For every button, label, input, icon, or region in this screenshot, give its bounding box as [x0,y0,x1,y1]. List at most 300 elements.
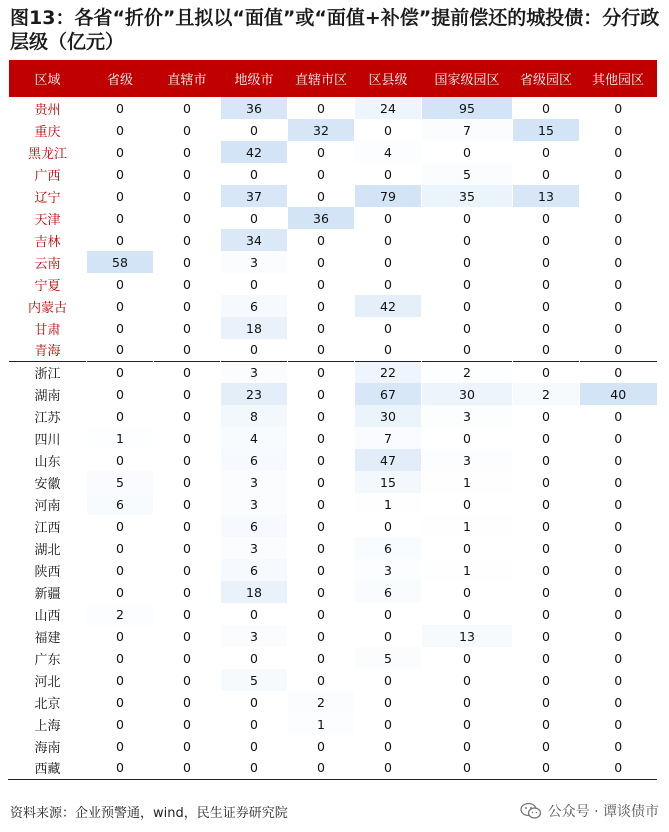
value-cell: 1 [355,493,422,515]
value-cell: 0 [87,141,154,163]
watermark [520,801,659,821]
value-cell: 3 [422,405,513,427]
value-cell: 0 [288,427,355,449]
value-cell: 0 [87,559,154,581]
value-cell: 13 [422,625,513,647]
value-cell: 0 [154,537,221,559]
value-cell: 0 [154,603,221,625]
value-cell: 0 [87,691,154,713]
table-row [9,603,657,625]
value-cell: 0 [87,735,154,757]
table-row [9,339,657,361]
value-cell: 0 [355,339,422,361]
value-cell: 0 [288,581,355,603]
value-cell: 0 [513,449,580,471]
value-cell: 0 [154,581,221,603]
value-cell: 0 [154,207,221,229]
value-cell: 0 [288,185,355,207]
value-cell: 22 [355,361,422,383]
region-cell: 重庆 [9,119,87,141]
value-cell: 0 [580,207,657,229]
value-cell: 0 [513,625,580,647]
value-cell: 5 [355,647,422,669]
value-cell: 0 [513,603,580,625]
value-cell: 0 [154,559,221,581]
value-cell: 1 [288,713,355,735]
value-cell: 0 [288,295,355,317]
table-row [9,735,657,757]
value-cell: 0 [87,119,154,141]
value-cell: 0 [422,603,513,625]
value-cell: 0 [221,647,288,669]
region-cell: 内蒙古 [9,295,87,317]
value-cell: 0 [513,273,580,295]
value-cell: 0 [422,493,513,515]
value-cell: 4 [355,141,422,163]
value-cell: 7 [355,427,422,449]
value-cell: 0 [422,647,513,669]
value-cell: 0 [288,515,355,537]
column-header-7: 省级园区 [519,73,572,88]
value-cell: 3 [221,625,288,647]
value-cell: 6 [221,559,288,581]
value-cell: 30 [422,383,513,405]
region-cell: 辽宁 [9,185,87,207]
value-cell: 0 [221,757,288,779]
value-cell: 0 [288,647,355,669]
value-cell: 0 [154,141,221,163]
value-cell: 40 [580,383,657,405]
value-cell: 0 [355,163,422,185]
table-row [9,691,657,713]
value-cell: 0 [221,207,288,229]
value-cell: 0 [87,581,154,603]
value-cell: 0 [513,251,580,273]
value-cell: 0 [422,339,513,361]
value-cell: 0 [580,735,657,757]
value-cell: 0 [580,119,657,141]
table-row [9,757,657,779]
value-cell: 0 [580,647,657,669]
data-table [8,60,657,780]
value-cell: 5 [422,163,513,185]
value-cell: 0 [422,757,513,779]
value-cell: 0 [355,691,422,713]
value-cell: 0 [580,361,657,383]
value-cell: 0 [288,229,355,251]
value-cell: 23 [221,383,288,405]
value-cell: 0 [355,207,422,229]
value-cell: 0 [288,361,355,383]
value-cell: 0 [355,625,422,647]
value-cell: 0 [154,339,221,361]
value-cell: 0 [154,625,221,647]
table-row [9,295,657,317]
value-cell: 0 [87,405,154,427]
region-cell: 贵州 [9,97,87,119]
region-cell: 湖北 [9,537,87,559]
value-cell: 18 [221,317,288,339]
table-row [9,97,657,119]
table-row [9,647,657,669]
value-cell: 0 [87,295,154,317]
region-cell: 四川 [9,427,87,449]
region-cell: 西藏 [9,757,87,779]
value-cell: 0 [288,383,355,405]
table-row [9,581,657,603]
value-cell: 0 [154,97,221,119]
value-cell: 6 [221,295,288,317]
value-cell: 0 [580,273,657,295]
value-cell: 5 [87,471,154,493]
value-cell: 6 [87,493,154,515]
value-cell: 0 [513,229,580,251]
value-cell: 0 [87,97,154,119]
value-cell: 0 [288,471,355,493]
value-cell: 0 [154,449,221,471]
region-cell: 青海 [9,339,87,361]
table-header-row [9,60,657,97]
value-cell: 0 [87,273,154,295]
value-cell: 0 [355,515,422,537]
value-cell: 36 [288,207,355,229]
value-cell: 0 [87,537,154,559]
region-cell: 河北 [9,669,87,691]
value-cell: 0 [221,273,288,295]
value-cell: 0 [513,735,580,757]
value-cell: 0 [221,603,288,625]
region-cell: 天津 [9,207,87,229]
value-cell: 0 [87,713,154,735]
value-cell: 0 [422,251,513,273]
value-cell: 0 [580,493,657,515]
value-cell: 4 [221,427,288,449]
table-row [9,383,657,405]
value-cell: 0 [422,691,513,713]
value-cell: 0 [154,229,221,251]
value-cell: 37 [221,185,288,207]
region-cell: 海南 [9,735,87,757]
value-cell: 0 [580,97,657,119]
value-cell: 0 [580,471,657,493]
value-cell: 0 [580,757,657,779]
value-cell: 0 [580,537,657,559]
value-cell: 0 [355,603,422,625]
value-cell: 0 [288,405,355,427]
value-cell: 13 [513,185,580,207]
table-row [9,207,657,229]
table-row [9,185,657,207]
value-cell: 0 [580,163,657,185]
value-cell: 0 [355,229,422,251]
value-cell: 0 [87,163,154,185]
value-cell: 0 [288,317,355,339]
value-cell: 0 [288,537,355,559]
value-cell: 0 [513,141,580,163]
value-cell: 0 [221,163,288,185]
value-cell: 79 [355,185,422,207]
value-cell: 0 [154,251,221,273]
value-cell: 0 [422,141,513,163]
value-cell: 0 [580,427,657,449]
value-cell: 0 [422,669,513,691]
value-cell: 0 [288,141,355,163]
value-cell: 0 [513,647,580,669]
wechat-icon [520,802,542,820]
region-cell: 江西 [9,515,87,537]
value-cell: 0 [288,625,355,647]
value-cell: 0 [154,757,221,779]
value-cell: 0 [422,735,513,757]
value-cell: 0 [288,493,355,515]
value-cell: 0 [422,427,513,449]
value-cell: 0 [154,669,221,691]
value-cell: 0 [154,383,221,405]
value-cell: 0 [288,735,355,757]
value-cell: 0 [154,185,221,207]
region-cell: 福建 [9,625,87,647]
value-cell: 0 [154,515,221,537]
value-cell: 0 [513,471,580,493]
value-cell: 0 [355,713,422,735]
value-cell: 3 [221,537,288,559]
value-cell: 0 [288,339,355,361]
value-cell: 2 [288,691,355,713]
region-cell: 广西 [9,163,87,185]
region-cell: 北京 [9,691,87,713]
region-cell: 广东 [9,647,87,669]
table-row [9,471,657,493]
value-cell: 0 [580,625,657,647]
region-cell: 黑龙江 [9,141,87,163]
value-cell: 1 [87,427,154,449]
value-cell: 0 [288,97,355,119]
value-cell: 42 [221,141,288,163]
region-cell: 江苏 [9,405,87,427]
value-cell: 0 [513,493,580,515]
region-cell: 宁夏 [9,273,87,295]
value-cell: 1 [422,515,513,537]
value-cell: 0 [87,339,154,361]
value-cell: 0 [355,273,422,295]
value-cell: 0 [513,669,580,691]
value-cell: 1 [422,471,513,493]
value-cell: 0 [355,735,422,757]
value-cell: 0 [422,295,513,317]
column-header-5: 区县级 [368,73,408,88]
value-cell: 0 [513,427,580,449]
value-cell: 0 [154,735,221,757]
table-row [9,405,657,427]
value-cell: 0 [580,449,657,471]
watermark-text: 公众号 · 谭谈债市 [547,804,659,820]
table-row [9,515,657,537]
column-header-8: 其他园区 [591,73,644,88]
value-cell: 3 [355,559,422,581]
value-cell: 0 [288,757,355,779]
value-cell: 2 [87,603,154,625]
value-cell: 3 [221,251,288,273]
value-cell: 0 [87,515,154,537]
value-cell: 0 [513,295,580,317]
region-cell: 湖南 [9,383,87,405]
table-row [9,493,657,515]
value-cell: 6 [355,581,422,603]
value-cell: 0 [355,757,422,779]
value-cell: 8 [221,405,288,427]
region-cell: 浙江 [9,361,87,383]
value-cell: 0 [154,295,221,317]
value-cell: 0 [422,207,513,229]
value-cell: 0 [87,383,154,405]
column-header-6: 国家级园区 [434,73,500,88]
value-cell: 0 [513,691,580,713]
value-cell: 0 [513,713,580,735]
value-cell: 0 [221,339,288,361]
value-cell: 0 [422,581,513,603]
source-note: 资料来源：企业预警通，wind，民生证券研究院 [10,806,288,821]
value-cell: 0 [580,251,657,273]
value-cell: 6 [221,449,288,471]
table-row [9,119,657,141]
column-header-4: 直辖市区 [294,73,347,88]
column-header-0: 区域 [34,73,61,88]
value-cell: 0 [513,515,580,537]
region-cell: 山西 [9,603,87,625]
value-cell: 6 [221,515,288,537]
table-row [9,361,657,383]
value-cell: 0 [221,735,288,757]
table-row [9,229,657,251]
table-row [9,141,657,163]
value-cell: 0 [580,339,657,361]
value-cell: 0 [355,119,422,141]
region-cell: 安徽 [9,471,87,493]
value-cell: 0 [154,691,221,713]
value-cell: 0 [221,119,288,141]
value-cell: 0 [154,427,221,449]
value-cell: 0 [580,713,657,735]
value-cell: 30 [355,405,422,427]
value-cell: 0 [87,647,154,669]
value-cell: 0 [154,119,221,141]
value-cell: 0 [513,317,580,339]
value-cell: 2 [422,361,513,383]
value-cell: 5 [221,669,288,691]
value-cell: 15 [513,119,580,141]
value-cell: 67 [355,383,422,405]
table-row [9,559,657,581]
value-cell: 0 [154,163,221,185]
value-cell: 0 [154,361,221,383]
table-row [9,163,657,185]
value-cell: 0 [513,361,580,383]
table-row [9,273,657,295]
value-cell: 0 [154,471,221,493]
region-cell: 上海 [9,713,87,735]
region-cell: 新疆 [9,581,87,603]
value-cell: 0 [87,207,154,229]
value-cell: 36 [221,97,288,119]
value-cell: 0 [288,251,355,273]
table-row [9,427,657,449]
table-row [9,449,657,471]
region-cell: 吉林 [9,229,87,251]
value-cell: 0 [154,405,221,427]
value-cell: 0 [154,273,221,295]
value-cell: 15 [355,471,422,493]
value-cell: 34 [221,229,288,251]
value-cell: 0 [288,559,355,581]
table-row [9,625,657,647]
value-cell: 0 [513,163,580,185]
value-cell: 0 [154,317,221,339]
column-header-2: 直辖市 [167,73,207,88]
value-cell: 0 [355,317,422,339]
value-cell: 24 [355,97,422,119]
region-cell: 甘肃 [9,317,87,339]
value-cell: 0 [580,581,657,603]
value-cell: 0 [154,647,221,669]
column-header-1: 省级 [106,73,133,88]
table-row [9,317,657,339]
value-cell: 7 [422,119,513,141]
value-cell: 0 [513,405,580,427]
value-cell: 0 [513,581,580,603]
value-cell: 1 [422,559,513,581]
value-cell: 32 [288,119,355,141]
value-cell: 0 [288,449,355,471]
value-cell: 0 [580,405,657,427]
region-cell: 山东 [9,449,87,471]
value-cell: 0 [87,317,154,339]
value-cell: 0 [87,229,154,251]
region-cell: 陕西 [9,559,87,581]
value-cell: 0 [288,669,355,691]
value-cell: 0 [580,603,657,625]
value-cell: 3 [221,471,288,493]
value-cell: 0 [87,361,154,383]
value-cell: 0 [87,185,154,207]
value-cell: 0 [580,185,657,207]
value-cell: 0 [355,251,422,273]
value-cell: 0 [580,317,657,339]
value-cell: 2 [513,383,580,405]
value-cell: 0 [154,713,221,735]
value-cell: 0 [87,625,154,647]
value-cell: 0 [513,559,580,581]
value-cell: 0 [87,669,154,691]
value-cell: 95 [422,97,513,119]
value-cell: 0 [580,691,657,713]
region-cell: 云南 [9,251,87,273]
value-cell: 0 [221,713,288,735]
value-cell: 42 [355,295,422,317]
value-cell: 0 [288,163,355,185]
value-cell: 18 [221,581,288,603]
value-cell: 0 [422,229,513,251]
value-cell: 0 [154,493,221,515]
value-cell: 6 [355,537,422,559]
value-cell: 3 [221,493,288,515]
value-cell: 0 [513,537,580,559]
region-cell: 河南 [9,493,87,515]
value-cell: 0 [580,669,657,691]
table-row [9,669,657,691]
value-cell: 0 [221,691,288,713]
value-cell: 0 [422,317,513,339]
value-cell: 3 [221,361,288,383]
